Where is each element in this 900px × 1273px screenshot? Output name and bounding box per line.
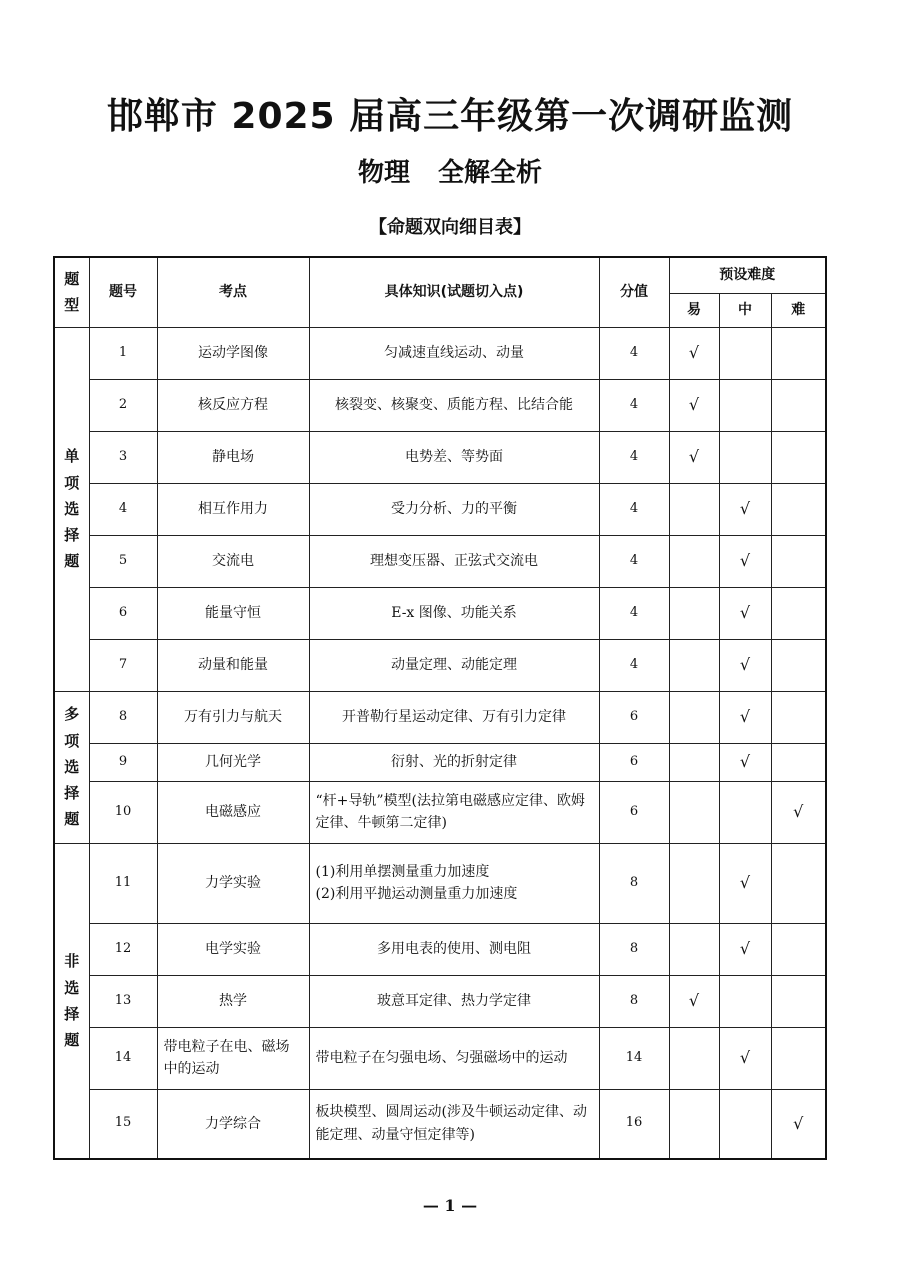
topic-cell: 能量守恒 xyxy=(157,587,309,639)
knowledge-cell: 核裂变、核聚变、质能方程、比结合能 xyxy=(309,379,599,431)
topic-cell: 万有引力与航天 xyxy=(157,691,309,743)
difficulty-medium-cell xyxy=(719,431,771,483)
difficulty-medium-cell xyxy=(719,379,771,431)
difficulty-hard-cell xyxy=(771,587,826,639)
question-number: 11 xyxy=(89,843,157,923)
table-row xyxy=(54,743,826,781)
question-type-cell: 单 项 选 择 题 xyxy=(54,327,89,691)
difficulty-hard-cell xyxy=(771,843,826,923)
score-cell: 4 xyxy=(599,327,669,379)
question-number: 13 xyxy=(89,975,157,1027)
header-knowledge: 具体知识(试题切入点) xyxy=(309,257,599,327)
table-row xyxy=(54,975,826,1027)
check-mark-medium: √ xyxy=(719,1027,771,1089)
header-easy: 易 xyxy=(669,293,719,327)
knowledge-cell: 玻意耳定律、热力学定律 xyxy=(309,975,599,1027)
knowledge-cell: 板块模型、圆周运动(涉及牛顿运动定律、动能定理、动量守恒定律等) xyxy=(309,1089,599,1159)
header-type xyxy=(54,257,89,327)
difficulty-easy-cell xyxy=(669,923,719,975)
knowledge-cell: 动量定理、动能定理 xyxy=(309,639,599,691)
question-number: 4 xyxy=(89,483,157,535)
page-number: — 1 — xyxy=(422,1196,478,1215)
difficulty-easy-cell xyxy=(669,843,719,923)
knowledge-cell: 开普勒行星运动定律、万有引力定律 xyxy=(309,691,599,743)
knowledge-cell: 带电粒子在匀强电场、匀强磁场中的运动 xyxy=(309,1027,599,1089)
spec-table xyxy=(53,256,827,1160)
difficulty-hard-cell xyxy=(771,535,826,587)
score-cell: 4 xyxy=(599,639,669,691)
difficulty-hard-cell xyxy=(771,483,826,535)
question-number: 6 xyxy=(89,587,157,639)
check-mark-easy: √ xyxy=(669,431,719,483)
topic-cell: 力学综合 xyxy=(157,1089,309,1159)
subtitle-label: 全解全析 xyxy=(438,158,543,188)
score-cell: 6 xyxy=(599,743,669,781)
difficulty-medium-cell xyxy=(719,781,771,843)
knowledge-cell: 匀减速直线运动、动量 xyxy=(309,327,599,379)
score-cell: 6 xyxy=(599,781,669,843)
score-cell: 4 xyxy=(599,483,669,535)
difficulty-easy-cell xyxy=(669,743,719,781)
knowledge-cell: 衍射、光的折射定律 xyxy=(309,743,599,781)
score-cell: 14 xyxy=(599,1027,669,1089)
difficulty-hard-cell xyxy=(771,975,826,1027)
header-type-text: 题 型 xyxy=(64,270,80,315)
table-row xyxy=(54,923,826,975)
check-mark-easy: √ xyxy=(669,327,719,379)
page-subtitle xyxy=(0,152,900,189)
check-mark-medium: √ xyxy=(719,923,771,975)
check-mark-easy: √ xyxy=(669,975,719,1027)
topic-cell: 交流电 xyxy=(157,535,309,587)
table-body xyxy=(54,327,826,1159)
difficulty-easy-cell xyxy=(669,587,719,639)
knowledge-cell: 理想变压器、正弦式交流电 xyxy=(309,535,599,587)
difficulty-easy-cell xyxy=(669,483,719,535)
check-mark-hard: √ xyxy=(771,781,826,843)
table-row xyxy=(54,327,826,379)
question-type-cell: 多 项 选 择 题 xyxy=(54,691,89,843)
score-cell: 6 xyxy=(599,691,669,743)
score-cell: 16 xyxy=(599,1089,669,1159)
check-mark-medium: √ xyxy=(719,535,771,587)
check-mark-medium: √ xyxy=(719,483,771,535)
question-number: 3 xyxy=(89,431,157,483)
topic-cell: 运动学图像 xyxy=(157,327,309,379)
question-number: 15 xyxy=(89,1089,157,1159)
table-row xyxy=(54,691,826,743)
section-heading: 【命题双向细目表】 xyxy=(369,217,531,238)
difficulty-hard-cell xyxy=(771,639,826,691)
header-difficulty: 预设难度 xyxy=(669,257,826,293)
difficulty-easy-cell xyxy=(669,1089,719,1159)
table-row xyxy=(54,535,826,587)
difficulty-hard-cell xyxy=(771,743,826,781)
score-cell: 4 xyxy=(599,587,669,639)
difficulty-easy-cell xyxy=(669,639,719,691)
question-number: 14 xyxy=(89,1027,157,1089)
question-number: 2 xyxy=(89,379,157,431)
table-row xyxy=(54,587,826,639)
knowledge-cell: E-x 图像、功能关系 xyxy=(309,587,599,639)
topic-cell: 电磁感应 xyxy=(157,781,309,843)
question-number: 8 xyxy=(89,691,157,743)
score-cell: 4 xyxy=(599,431,669,483)
header-topic: 考点 xyxy=(157,257,309,327)
score-cell: 8 xyxy=(599,923,669,975)
question-number: 9 xyxy=(89,743,157,781)
knowledge-cell: 电势差、等势面 xyxy=(309,431,599,483)
difficulty-hard-cell xyxy=(771,379,826,431)
header-score: 分值 xyxy=(599,257,669,327)
table-row xyxy=(54,781,826,843)
question-number: 12 xyxy=(89,923,157,975)
check-mark-medium: √ xyxy=(719,639,771,691)
topic-cell: 力学实验 xyxy=(157,843,309,923)
header-number: 题号 xyxy=(89,257,157,327)
topic-cell: 几何光学 xyxy=(157,743,309,781)
subject-label: 物理 xyxy=(357,158,410,188)
question-number: 1 xyxy=(89,327,157,379)
difficulty-hard-cell xyxy=(771,327,826,379)
header-medium: 中 xyxy=(719,293,771,327)
difficulty-hard-cell xyxy=(771,431,826,483)
check-mark-medium: √ xyxy=(719,691,771,743)
knowledge-cell: “杆+导轨”模型(法拉第电磁感应定律、欧姆定律、牛顿第二定律) xyxy=(309,781,599,843)
knowledge-cell: 受力分析、力的平衡 xyxy=(309,483,599,535)
topic-cell: 相互作用力 xyxy=(157,483,309,535)
table-row xyxy=(54,1089,826,1159)
table-row xyxy=(54,639,826,691)
question-number: 7 xyxy=(89,639,157,691)
question-number: 5 xyxy=(89,535,157,587)
topic-cell: 动量和能量 xyxy=(157,639,309,691)
difficulty-hard-cell xyxy=(771,1027,826,1089)
check-mark-hard: √ xyxy=(771,1089,826,1159)
page-title: 邯郸市 2025 届高三年级第一次调研监测 xyxy=(106,96,794,137)
topic-cell: 带电粒子在电、磁场中的运动 xyxy=(157,1027,309,1089)
check-mark-easy: √ xyxy=(669,379,719,431)
difficulty-medium-cell xyxy=(719,327,771,379)
difficulty-easy-cell xyxy=(669,691,719,743)
difficulty-hard-cell xyxy=(771,691,826,743)
table-row xyxy=(54,843,826,923)
knowledge-cell: 多用电表的使用、测电阻 xyxy=(309,923,599,975)
difficulty-easy-cell xyxy=(669,535,719,587)
header-hard: 难 xyxy=(771,293,826,327)
check-mark-medium: √ xyxy=(719,743,771,781)
knowledge-cell: (1)利用单摆测量重力加速度 (2)利用平抛运动测量重力加速度 xyxy=(309,843,599,923)
question-type-cell: 非 选 择 题 xyxy=(54,843,89,1159)
score-cell: 8 xyxy=(599,975,669,1027)
table-row xyxy=(54,431,826,483)
difficulty-easy-cell xyxy=(669,1027,719,1089)
difficulty-medium-cell xyxy=(719,975,771,1027)
score-cell: 4 xyxy=(599,535,669,587)
check-mark-medium: √ xyxy=(719,587,771,639)
difficulty-easy-cell xyxy=(669,781,719,843)
topic-cell: 热学 xyxy=(157,975,309,1027)
check-mark-medium: √ xyxy=(719,843,771,923)
question-number: 10 xyxy=(89,781,157,843)
table-row xyxy=(54,1027,826,1089)
score-cell: 8 xyxy=(599,843,669,923)
difficulty-medium-cell xyxy=(719,1089,771,1159)
topic-cell: 静电场 xyxy=(157,431,309,483)
table-row xyxy=(54,379,826,431)
table-row xyxy=(54,483,826,535)
topic-cell: 核反应方程 xyxy=(157,379,309,431)
score-cell: 4 xyxy=(599,379,669,431)
topic-cell: 电学实验 xyxy=(157,923,309,975)
difficulty-hard-cell xyxy=(771,923,826,975)
